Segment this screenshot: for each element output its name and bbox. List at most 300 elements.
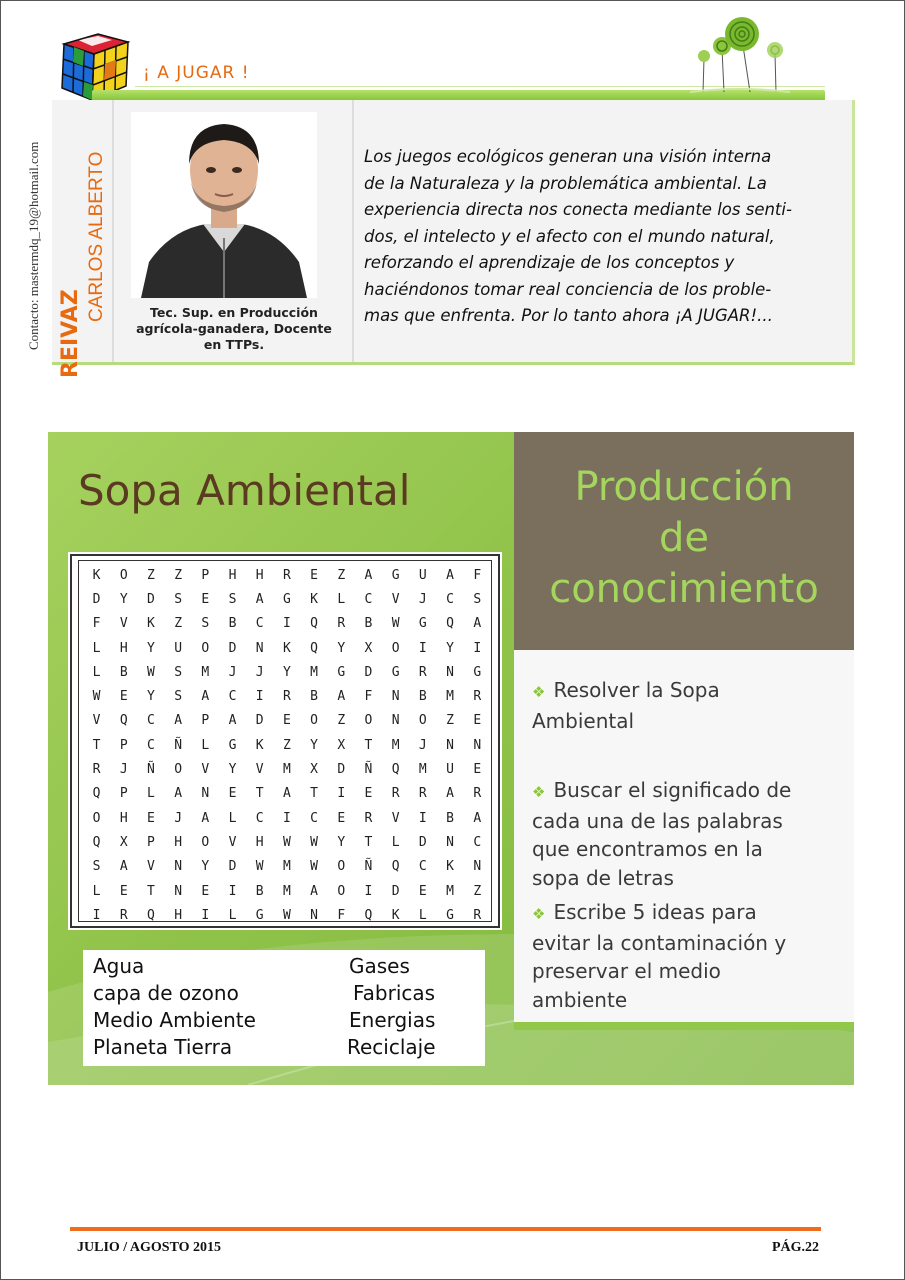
- grid-letter: U: [446, 762, 454, 778]
- grid-letter: Q: [119, 713, 128, 729]
- grid-letter: E: [310, 567, 318, 583]
- grid-letter: Q: [147, 907, 155, 923]
- grid-letter: K: [446, 859, 454, 875]
- grid-letter: O: [174, 762, 183, 778]
- task-item: [532, 676, 842, 735]
- grid-row: [83, 806, 491, 830]
- grid-letter: R: [282, 689, 291, 705]
- grid-letter: A: [337, 689, 346, 705]
- grid-letter: E: [119, 689, 128, 705]
- grid-letter: L: [391, 834, 400, 850]
- grid-letter: K: [147, 616, 155, 632]
- grid-row: [83, 563, 491, 587]
- grid-letter: F: [473, 567, 482, 583]
- grid-letter: D: [255, 713, 264, 729]
- grid-letter: Q: [92, 786, 101, 802]
- grid-letter: L: [92, 640, 101, 656]
- task-item: [532, 776, 842, 892]
- grid-letter: W: [92, 689, 101, 705]
- grid-letter: N: [473, 737, 482, 753]
- grid-letter: J: [174, 810, 183, 826]
- grid-letter: A: [473, 810, 482, 826]
- grid-letter: F: [337, 907, 346, 923]
- grid-letter: V: [119, 616, 128, 632]
- grid-letter: Ñ: [174, 737, 183, 753]
- grid-letter: H: [119, 640, 128, 656]
- grid-letter: C: [310, 810, 318, 826]
- grid-letter: O: [92, 810, 101, 826]
- section-title: ¡ A JUGAR !: [143, 63, 250, 83]
- grid-letter: C: [364, 591, 373, 607]
- grid-letter: A: [174, 786, 183, 802]
- grid-letter: P: [147, 834, 155, 850]
- grid-letter: C: [446, 591, 454, 607]
- grid-letter: B: [119, 664, 128, 680]
- grid-letter: N: [310, 907, 318, 923]
- grid-letter: R: [364, 810, 373, 826]
- grid-row: [83, 587, 491, 611]
- grid-letter: N: [255, 640, 264, 656]
- grid-letter: Z: [174, 616, 183, 632]
- grid-letter: Q: [310, 640, 318, 656]
- grid-row: [83, 636, 491, 660]
- grid-letter: N: [391, 689, 400, 705]
- grid-letter: M: [310, 664, 318, 680]
- grid-letter: R: [282, 567, 291, 583]
- grid-letter: T: [255, 786, 264, 802]
- intro-line: reforzando el aprendizaje de los conceptos y: [364, 253, 735, 272]
- grid-letter: Q: [92, 834, 101, 850]
- grid-letter: Q: [364, 907, 373, 923]
- grid-letter: W: [391, 616, 400, 632]
- grid-letter: A: [364, 567, 373, 583]
- grid-letter: B: [310, 689, 318, 705]
- grid-letter: Y: [337, 640, 346, 656]
- grid-letter: A: [201, 689, 210, 705]
- grid-letter: T: [92, 737, 101, 753]
- grid-letter: S: [174, 591, 183, 607]
- grid-letter: R: [337, 616, 346, 632]
- grid-letter: A: [446, 786, 454, 802]
- grid-letter: N: [473, 859, 482, 875]
- diamond-bullet-icon: ❖: [532, 783, 546, 801]
- author-name-column: [52, 100, 114, 378]
- grid-letter: R: [418, 786, 427, 802]
- grid-letter: F: [364, 689, 373, 705]
- grid-letter: G: [282, 591, 291, 607]
- sopa-title: Sopa Ambiental: [78, 466, 411, 515]
- grid-letter: M: [282, 883, 291, 899]
- grid-letter: I: [255, 689, 264, 705]
- grid-letter: M: [446, 689, 454, 705]
- grid-letter: I: [282, 810, 291, 826]
- grid-letter: Q: [310, 616, 318, 632]
- page-number: PÁG.22: [772, 1240, 820, 1255]
- grid-letter: R: [473, 786, 482, 802]
- grid-row: [83, 879, 491, 903]
- author-first-name: CARLOS ALBERTO: [86, 151, 107, 322]
- grid-letter: A: [310, 883, 318, 899]
- activity-panel: [48, 432, 854, 1085]
- grid-letter: A: [446, 567, 454, 583]
- grid-letter: K: [255, 737, 264, 753]
- grid-letter: O: [364, 713, 373, 729]
- grid-letter: Y: [282, 664, 291, 680]
- grid-letter: G: [418, 616, 427, 632]
- grid-letter: W: [282, 907, 291, 923]
- word-item: capa de ozono: [93, 981, 239, 1005]
- grid-letter: C: [147, 713, 155, 729]
- word-item: Energias: [349, 1008, 436, 1032]
- task-item: [532, 898, 842, 1014]
- grid-letter: O: [337, 859, 346, 875]
- grid-letter: E: [228, 786, 237, 802]
- grid-letter: N: [174, 859, 183, 875]
- grid-letter: M: [282, 859, 291, 875]
- intro-line: haciéndonos tomar real conciencia de los proble-: [364, 279, 772, 299]
- grid-letter: S: [201, 616, 210, 632]
- grid-letter: G: [228, 737, 237, 753]
- author-photo-column: [114, 100, 354, 362]
- task-line: evitar la contaminación y: [532, 930, 787, 955]
- grid-letter: G: [391, 664, 400, 680]
- grid-row: [83, 855, 491, 879]
- grid-row: [83, 830, 491, 854]
- grid-letter: W: [147, 664, 155, 680]
- grid-letter: V: [147, 859, 155, 875]
- grid-letter: B: [228, 616, 237, 632]
- grid-letter: Z: [337, 567, 346, 583]
- trees-illustration: [690, 14, 790, 94]
- intro-line: experiencia directa nos conecta mediante los senti-: [364, 200, 792, 219]
- word-search-grid: [70, 554, 500, 928]
- grid-row: [83, 733, 491, 757]
- grid-letter: S: [473, 591, 482, 607]
- grid-letter: Y: [310, 737, 318, 753]
- caption-line: en TTPs.: [203, 337, 265, 352]
- grid-letter: J: [119, 762, 128, 778]
- grid-letter: D: [228, 640, 237, 656]
- grid-letter: L: [228, 810, 237, 826]
- grid-letter: A: [473, 616, 482, 632]
- grid-letter: T: [310, 786, 318, 802]
- grid-letter: Z: [446, 713, 454, 729]
- grid-row: [83, 660, 491, 684]
- grid-letter: I: [92, 907, 101, 923]
- grid-letter: K: [310, 591, 318, 607]
- grid-letter: P: [201, 713, 210, 729]
- grid-letter: A: [282, 786, 291, 802]
- grid-letter: X: [337, 737, 346, 753]
- task-line: sopa de letras: [532, 865, 674, 890]
- grid-letter: V: [228, 834, 237, 850]
- grid-letter: V: [92, 713, 101, 729]
- intro-line: dos, el intelecto y el afecto con el mundo natural,: [364, 226, 775, 246]
- grid-letter: I: [418, 810, 427, 826]
- grid-letter: H: [119, 810, 128, 826]
- grid-letter: D: [228, 859, 237, 875]
- author-box: [52, 100, 855, 378]
- grid-letter: O: [310, 713, 318, 729]
- grid-letter: N: [174, 883, 183, 899]
- word-item: Fabricas: [353, 981, 436, 1005]
- grid-letter: E: [119, 883, 128, 899]
- grid-letter: Z: [174, 567, 183, 583]
- caption-line: Tec. Sup. en Producción: [150, 305, 318, 320]
- grid-letter: S: [228, 591, 237, 607]
- grid-letter: R: [473, 689, 482, 705]
- produccion-header: [514, 432, 854, 650]
- grid-letter: L: [418, 907, 427, 923]
- grid-letter: A: [119, 859, 128, 875]
- grid-letter: E: [473, 713, 482, 729]
- author-caption: [124, 305, 344, 353]
- grid-letter: B: [255, 883, 264, 899]
- task-line: preservar el medio: [532, 959, 721, 983]
- grid-letter: N: [446, 834, 454, 850]
- grid-row: [83, 903, 491, 927]
- grid-letter: I: [337, 786, 346, 802]
- grid-letter: Ñ: [364, 859, 373, 875]
- grid-letter: O: [337, 883, 346, 899]
- grid-letter: C: [255, 616, 264, 632]
- grid-letter: C: [255, 810, 264, 826]
- grid-letter: B: [446, 810, 454, 826]
- grid-row: [83, 782, 491, 806]
- grid-letter: H: [255, 834, 264, 850]
- grid-letter: Y: [147, 689, 155, 705]
- task-line: cada una de las palabras: [532, 808, 783, 833]
- grid-letter: R: [119, 907, 128, 923]
- grid-letter: L: [92, 664, 101, 680]
- grid-letter: L: [201, 737, 210, 753]
- task-line: ambiente: [532, 987, 628, 1012]
- grid-letter: E: [201, 591, 210, 607]
- grid-letter: A: [174, 713, 183, 729]
- grid-letter: I: [473, 640, 482, 656]
- grid-letter: R: [92, 762, 101, 778]
- grid-letter: L: [92, 883, 101, 899]
- intro-line: de la Naturaleza y la problemática ambiental. La: [364, 173, 767, 193]
- grid-letter: I: [228, 883, 237, 899]
- grid-letter: O: [119, 567, 128, 583]
- grid-letter: T: [364, 834, 373, 850]
- word-item: Medio Ambiente: [93, 1008, 256, 1032]
- grid-letter: G: [337, 664, 346, 680]
- grid-letter: N: [391, 713, 400, 729]
- grid-letter: J: [418, 737, 427, 753]
- grid-letter: N: [201, 786, 210, 802]
- grid-letter: G: [446, 907, 454, 923]
- grid-letter: O: [201, 640, 210, 656]
- grid-letter: E: [201, 883, 210, 899]
- grid-letter: M: [201, 664, 210, 680]
- grid-letter: W: [310, 834, 318, 850]
- grid-letter: Q: [391, 859, 400, 875]
- author-surname: REIVAZ: [58, 289, 83, 378]
- grid-letter: E: [418, 883, 427, 899]
- grid-letter: Y: [228, 762, 237, 778]
- grid-letter: L: [337, 591, 346, 607]
- diamond-bullet-icon: ❖: [532, 905, 546, 923]
- grid-letter: G: [473, 664, 482, 680]
- grid-letter: X: [119, 834, 128, 850]
- grid-letter: W: [310, 859, 318, 875]
- footer-date: JULIO / AGOSTO 2015: [77, 1240, 222, 1255]
- grid-letter: P: [119, 786, 128, 802]
- grid-row: [83, 757, 491, 781]
- grid-letter: S: [174, 689, 183, 705]
- grid-letter: V: [255, 762, 264, 778]
- grid-inner-frame: [78, 560, 492, 922]
- grid-letter: J: [228, 664, 237, 680]
- grid-letter: X: [310, 762, 318, 778]
- grid-letter: D: [418, 834, 427, 850]
- grid-letter: A: [228, 713, 237, 729]
- grid-letter: V: [391, 810, 400, 826]
- grid-letter: A: [201, 810, 210, 826]
- grid-letter: S: [92, 859, 101, 875]
- grid-row: [83, 684, 491, 708]
- grid-letter: H: [174, 834, 183, 850]
- grid-letter: G: [255, 907, 264, 923]
- grid-letter: Y: [337, 834, 346, 850]
- grid-letter: Z: [147, 567, 155, 583]
- task-list: [514, 650, 854, 1030]
- grid-letter: M: [446, 883, 454, 899]
- grid-letter: R: [391, 786, 400, 802]
- grid-letter: C: [228, 689, 237, 705]
- grid-letter: F: [92, 616, 101, 632]
- word-item: Agua: [93, 954, 145, 978]
- word-item: Gases: [349, 954, 410, 978]
- grid-letter: C: [418, 859, 427, 875]
- grid-letter: P: [201, 567, 210, 583]
- word-item: Reciclaje: [347, 1035, 436, 1059]
- produccion-title-line: de: [659, 515, 709, 561]
- grid-letter: B: [364, 616, 373, 632]
- grid-letter: K: [282, 640, 291, 656]
- grid-letter: Y: [147, 640, 155, 656]
- grid-letter: V: [201, 762, 210, 778]
- grid-letter: Ñ: [364, 762, 373, 778]
- grid-letter: V: [391, 591, 400, 607]
- word-item: Planeta Tierra: [93, 1035, 233, 1059]
- grid-letter: T: [147, 883, 155, 899]
- footer-orange-line: [70, 1227, 821, 1231]
- grid-letter: Z: [473, 883, 482, 899]
- grid-letter: D: [364, 664, 373, 680]
- grid-letter: X: [364, 640, 373, 656]
- grid-letter: R: [473, 907, 482, 923]
- grid-letter: Y: [201, 859, 210, 875]
- grid-letter: J: [418, 591, 427, 607]
- grid-letter: I: [364, 883, 373, 899]
- produccion-title-line: Producción: [574, 464, 794, 510]
- grid-letter: D: [92, 591, 101, 607]
- grid-letter: H: [174, 907, 183, 923]
- grid-letter: M: [418, 762, 427, 778]
- grid-letter: Z: [282, 737, 291, 753]
- grid-letter: C: [147, 737, 155, 753]
- grid-letter: E: [364, 786, 373, 802]
- grid-letter: H: [228, 567, 237, 583]
- task-line: ❖ Resolver la Sopa: [532, 678, 720, 702]
- grid-letter: R: [418, 664, 427, 680]
- grid-letter: Ñ: [147, 762, 155, 778]
- intro-line: Los juegos ecológicos generan una visión interna: [364, 147, 772, 166]
- grid-letter: Q: [446, 616, 454, 632]
- task-line: que encontramos en la: [532, 837, 763, 861]
- grid-letter: P: [119, 737, 128, 753]
- grid-letter: K: [92, 567, 101, 583]
- grid-row: [83, 612, 491, 636]
- grid-letter: N: [446, 737, 454, 753]
- grid-letter: J: [255, 664, 264, 680]
- grid-letter: L: [147, 786, 155, 802]
- task-line: ❖ Escribe 5 ideas para: [532, 900, 757, 924]
- grid-letter: E: [147, 810, 155, 826]
- intro-line: mas que enfrenta. Por lo tanto ahora ¡A JUGAR!...: [364, 306, 773, 325]
- intro-paragraph: [364, 144, 838, 330]
- grid-letter: K: [391, 907, 400, 923]
- task-line: ❖ Buscar el significado de: [532, 778, 792, 802]
- author-photo: [131, 112, 317, 298]
- grid-letter: S: [174, 664, 183, 680]
- grid-letter: O: [418, 713, 427, 729]
- grid-row: [83, 709, 491, 733]
- produccion-title: [514, 462, 854, 615]
- grid-letter: E: [337, 810, 346, 826]
- grid-letter: Q: [391, 762, 400, 778]
- grid-letter: O: [391, 640, 400, 656]
- grid-letter: A: [255, 591, 264, 607]
- grid-letter: G: [391, 567, 400, 583]
- grid-letter: D: [147, 591, 155, 607]
- grid-letter: L: [228, 907, 237, 923]
- word-list: [83, 950, 485, 1066]
- grid-letter: W: [282, 834, 291, 850]
- letter-table: [83, 563, 491, 927]
- grid-letter: Y: [119, 591, 128, 607]
- grid-letter: W: [255, 859, 264, 875]
- grid-letter: B: [418, 689, 427, 705]
- grid-letter: Y: [446, 640, 454, 656]
- grid-letter: I: [282, 616, 291, 632]
- grid-letter: U: [418, 567, 427, 583]
- caption-line: agrícola-ganadera, Docente: [136, 321, 332, 336]
- grid-letter: I: [418, 640, 427, 656]
- grid-letter: I: [201, 907, 210, 923]
- grid-letter: Z: [337, 713, 346, 729]
- grid-letter: D: [391, 883, 400, 899]
- grid-letter: T: [364, 737, 373, 753]
- diamond-bullet-icon: ❖: [532, 683, 546, 701]
- grid-letter: C: [473, 834, 482, 850]
- grid-letter: E: [473, 762, 482, 778]
- grid-letter: E: [282, 713, 291, 729]
- grid-letter: D: [337, 762, 346, 778]
- grid-letter: N: [446, 664, 454, 680]
- task-line: Ambiental: [532, 708, 635, 733]
- grid-letter: O: [201, 834, 210, 850]
- grid-letter: H: [255, 567, 264, 583]
- grid-letter: M: [282, 762, 291, 778]
- grid-letter: U: [174, 640, 183, 656]
- grid-letter: M: [391, 737, 400, 753]
- contact-email: Contacto: mastermdq_19@hotmail.com: [26, 141, 41, 350]
- produccion-title-line: conocimiento: [549, 566, 819, 612]
